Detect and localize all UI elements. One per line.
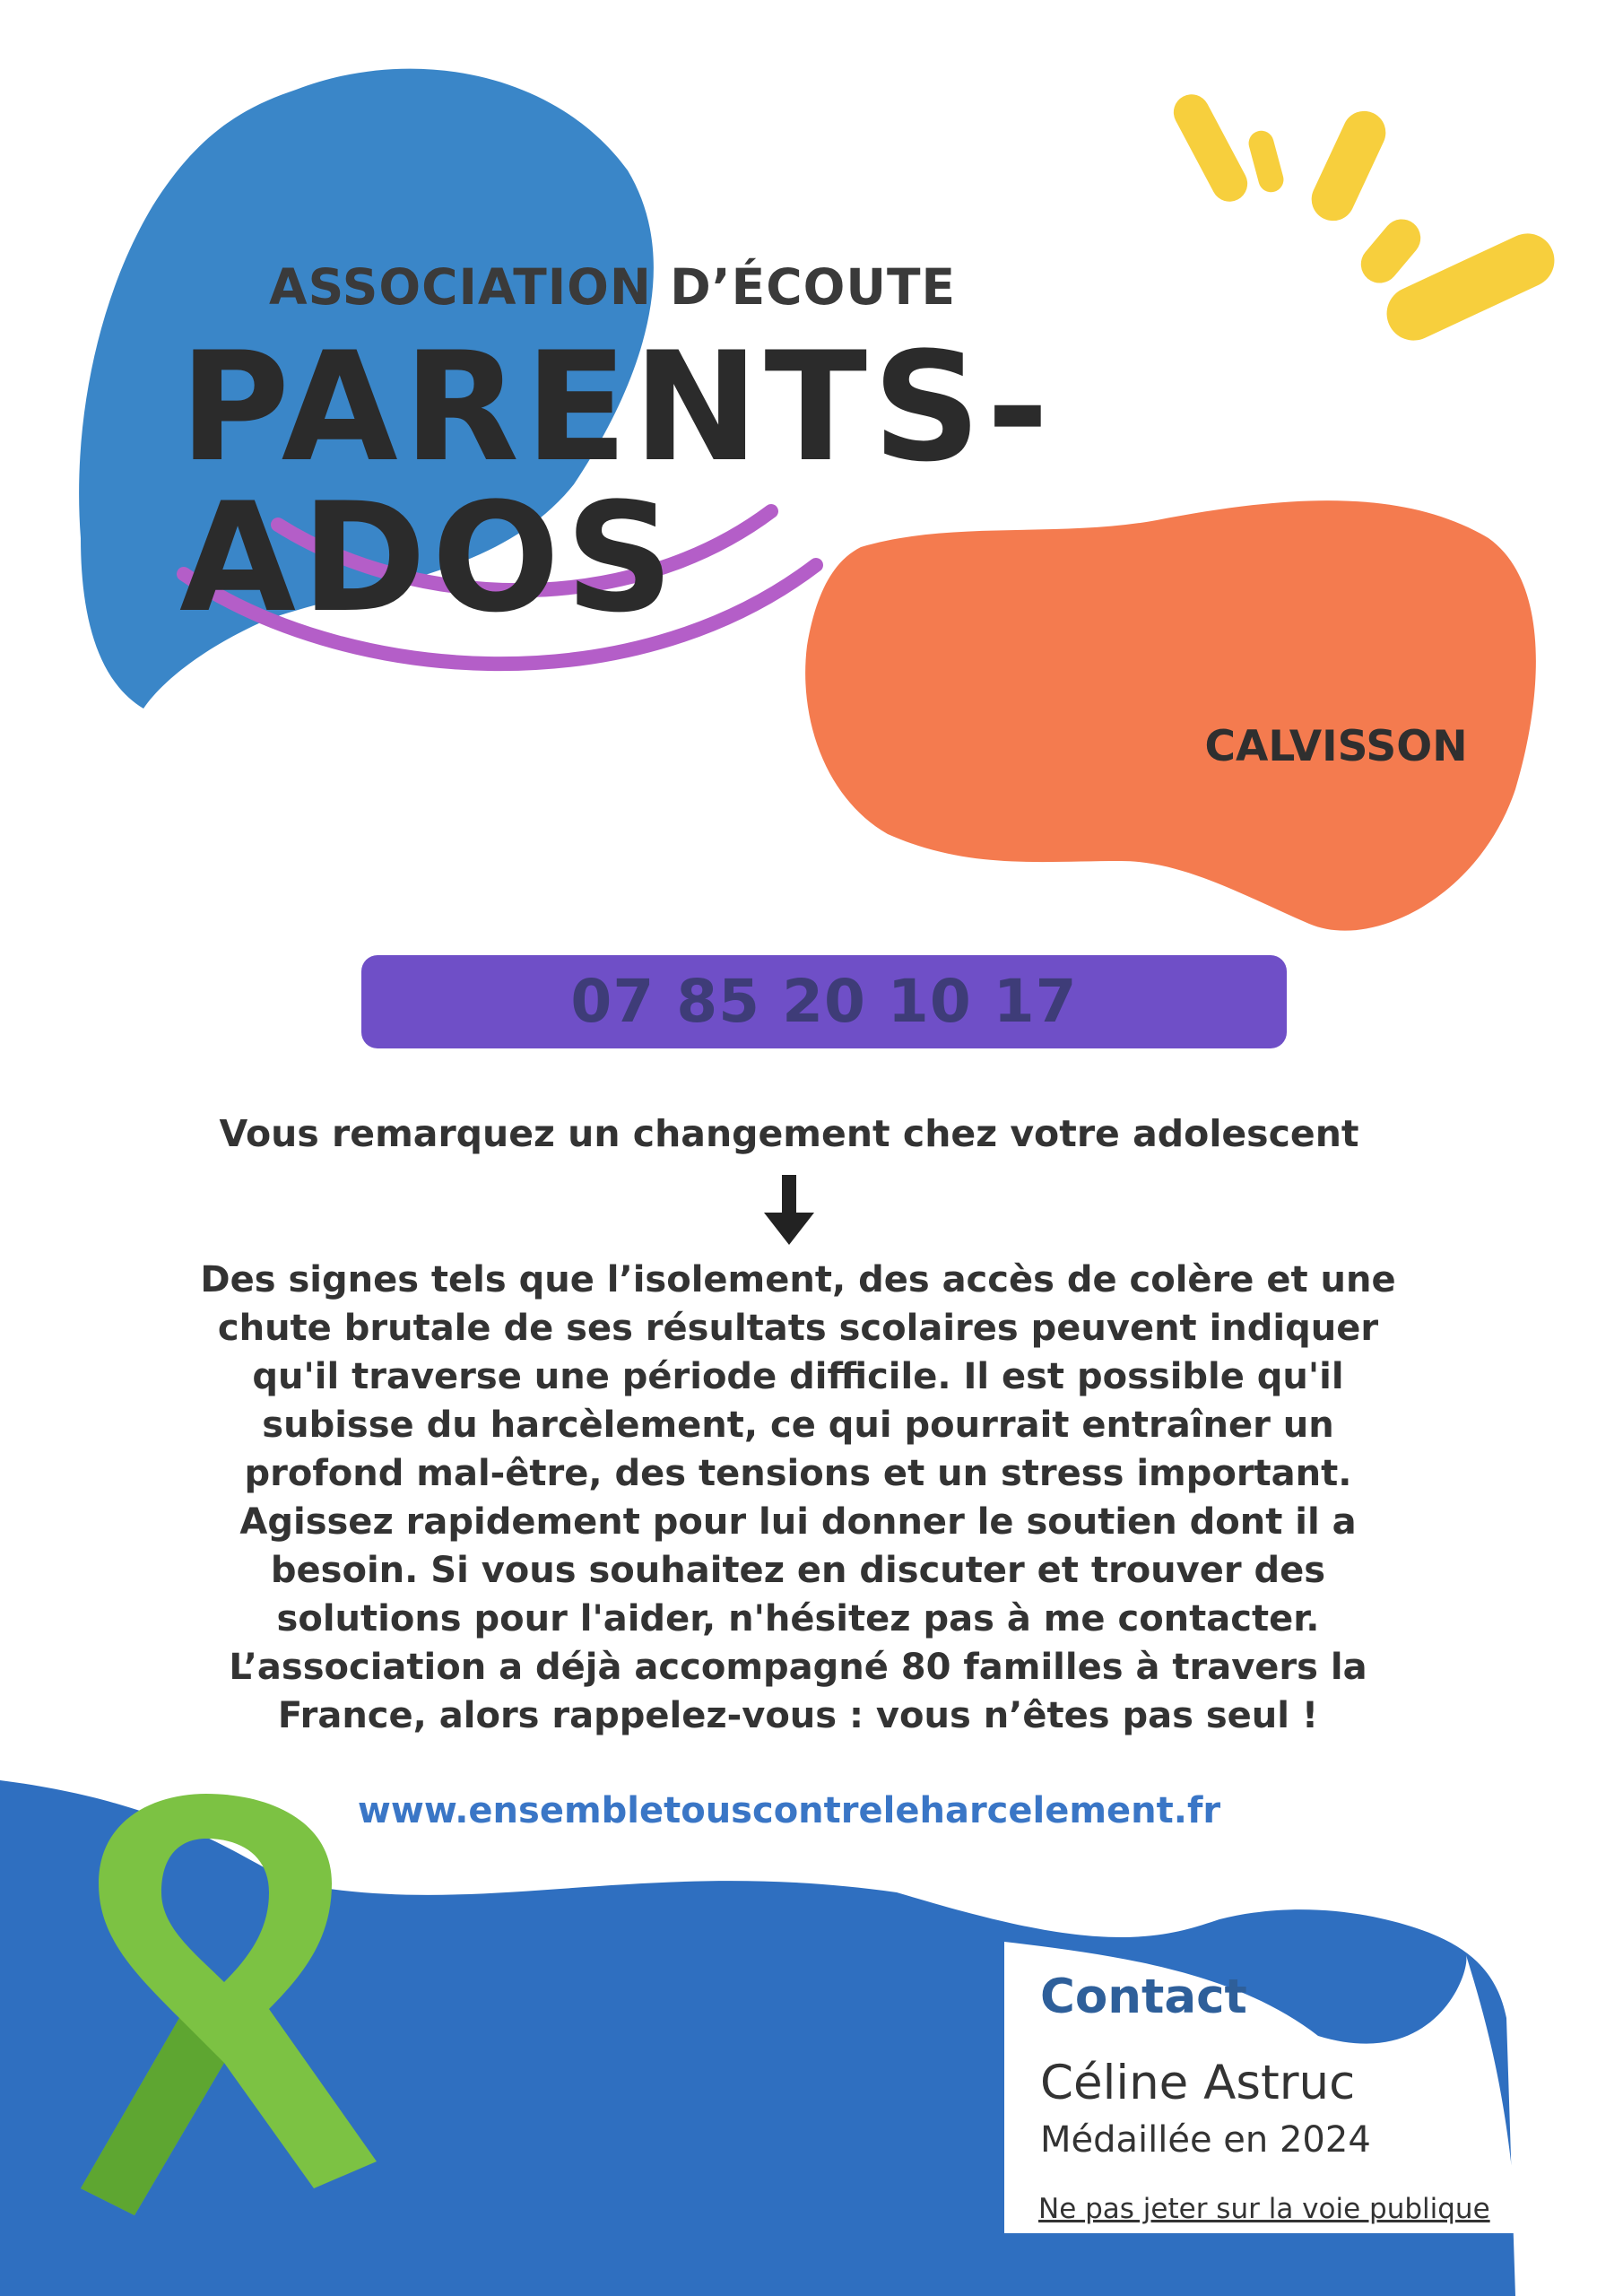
footer-note: Ne pas jeter sur la voie publique bbox=[1038, 2193, 1490, 2225]
down-arrow-icon bbox=[762, 1175, 816, 1247]
sun-rays-icon bbox=[1167, 88, 1563, 349]
body-line: qu'il traverse une période difficile. Il est possible qu'il bbox=[252, 1356, 1344, 1397]
body-line: subisse du harcèlement, ce qui pourrait entraîner un bbox=[262, 1405, 1334, 1446]
body-line: solutions pour l'aider, n'hésitez pas à me contacter. bbox=[276, 1598, 1320, 1639]
phone-number[interactable]: 07 85 20 10 17 bbox=[570, 967, 1078, 1036]
body-line: France, alors rappelez-vous : vous n’êtes pas seul ! bbox=[277, 1695, 1319, 1736]
contact-distinction: Médaillée en 2024 bbox=[1040, 2119, 1371, 2161]
contact-heading: Contact bbox=[1040, 1970, 1247, 2024]
body-line: Agissez rapidement pour lui donner le soutien dont il a bbox=[239, 1501, 1357, 1543]
body-paragraph bbox=[135, 1256, 1462, 1740]
page-title: PARENTS-ADOS bbox=[179, 319, 1055, 646]
body-line: chute brutale de ses résultats scolaires peuvent indiquer bbox=[217, 1308, 1379, 1349]
body-line: Des signes tels que l’isolement, des accès de colère et une bbox=[200, 1259, 1396, 1300]
body-line: besoin. Si vous souhaitez en discuter et trouver des bbox=[270, 1550, 1326, 1591]
association-subtitle: ASSOCIATION D’ÉCOUTE bbox=[269, 258, 957, 316]
contact-name: Céline Astruc bbox=[1040, 2056, 1356, 2110]
intro-text: Vous remarquez un changement chez votre adolescent bbox=[219, 1112, 1359, 1155]
website-link[interactable]: www.ensembletouscontreleharcelement.fr bbox=[357, 1790, 1221, 1831]
body-line: profond mal-être, des tensions et un stress important. bbox=[244, 1453, 1352, 1494]
body-line: L’association a déjà accompagné 80 familles à travers la bbox=[229, 1647, 1367, 1688]
location-label: CALVISSON bbox=[1204, 722, 1468, 771]
